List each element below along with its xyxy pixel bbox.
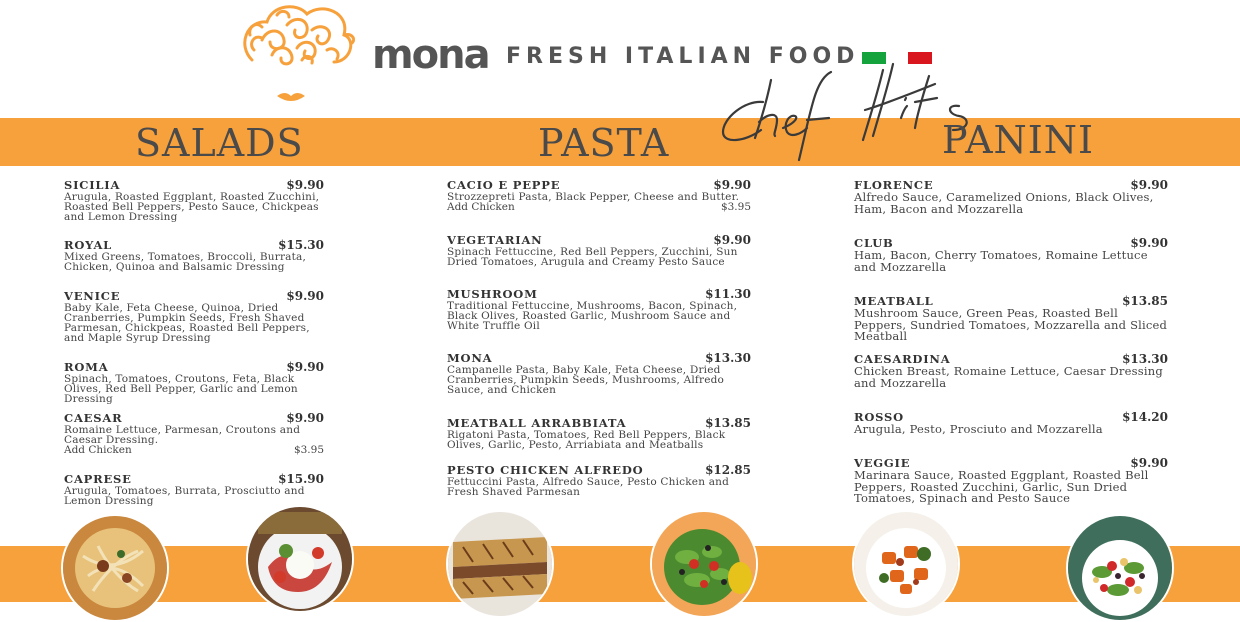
item-price: $9.90 (1130, 236, 1168, 250)
item-name: CAPRESE (64, 472, 132, 486)
section-title-pasta: PASTA (538, 121, 670, 165)
item-name: PESTO CHICKEN ALFREDO (447, 463, 644, 477)
item-name: CACIO E PEPPE (447, 178, 561, 192)
item-price: $9.90 (286, 360, 324, 374)
item-description: Fettuccini Pasta, Alfredo Sauce, Pesto Chicken and Fresh Shaved Parmesan (447, 476, 730, 498)
menu-item-cacio-e-peppe (447, 178, 751, 233)
menu-item-florence (854, 178, 1168, 236)
item-price: $9.90 (286, 411, 324, 425)
item-description: Campanelle Pasta, Baby Kale, Feta Cheese, Dried Cranberries, Pumpkin Seeds, Mushrooms, Alfredo Sauce, and Chicken (447, 364, 725, 396)
item-price: $14.20 (1122, 410, 1168, 424)
item-description: Traditional Fettuccine, Mushrooms, Bacon, Spinach, Black Olives, Roasted Garlic, Mushroom Sauce and White Truffle Oil (447, 300, 738, 332)
bottom-orange-band (0, 546, 1240, 602)
menu-item-royal (64, 238, 324, 289)
item-description: Spinach, Tomatoes, Croutons, Feta, Black Olives, Red Bell Pepper, Garlic and Lemon Dressing (64, 373, 298, 405)
greek-salad-photo-icon (1066, 514, 1174, 622)
menu-item-mushroom (447, 287, 751, 351)
item-name: ROYAL (64, 238, 113, 252)
pasta-photo-icon (61, 514, 169, 622)
logo-face-icon (232, 0, 357, 108)
section-title-salads: SALADS (135, 121, 304, 165)
item-name: FLORENCE (854, 178, 934, 192)
item-name: CLUB (854, 236, 894, 250)
item-description: Alfredo Sauce, Caramelized Onions, Black Olives, Ham, Bacon and Mozzarella (854, 190, 1154, 216)
menu-item-venice (64, 289, 324, 360)
item-description: Rigatoni Pasta, Tomatoes, Red Bell Peppers, Black Olives, Garlic, Pesto, Arriabiata and Meatballs (447, 429, 726, 451)
item-price: $9.90 (713, 233, 751, 247)
item-price: $13.30 (1122, 352, 1168, 366)
menu-item-roma (64, 360, 324, 411)
item-price: $13.30 (705, 351, 751, 365)
item-price: $11.30 (705, 287, 751, 301)
item-price: $15.30 (278, 238, 324, 252)
item-description: Baby Kale, Feta Cheese, Quinoa, Dried Cranberries, Pumpkin Seeds, Fresh Shaved Parmesan, Chickpeas, Roasted Bell Peppers, and Maple Syrup Dressing (64, 302, 310, 344)
item-name: CAESAR (64, 411, 123, 425)
item-name: MONA (447, 351, 493, 365)
item-price: $9.90 (1130, 178, 1168, 192)
item-price: $12.85 (705, 463, 751, 477)
menu-item-sicilia (64, 178, 324, 238)
item-name: ROMA (64, 360, 109, 374)
menu-item-caesar (64, 411, 324, 472)
roasted-veg-photo-icon (852, 510, 960, 618)
panini-photo-icon (446, 510, 554, 618)
add-on-label: Add Chicken (447, 201, 515, 213)
add-on-label: Add Chicken (64, 444, 132, 456)
item-price: $13.85 (705, 416, 751, 430)
caprese-photo-icon (246, 505, 354, 613)
item-price: $9.90 (1130, 456, 1168, 470)
pasta-column (447, 178, 751, 497)
menu-item-club (854, 236, 1168, 294)
item-name: MEATBALL (854, 294, 934, 308)
add-on-price: $3.95 (720, 201, 751, 213)
menu-item-pesto-chicken-alfredo (447, 463, 751, 497)
item-price: $9.90 (286, 178, 324, 192)
item-description: Chicken Breast, Romaine Lettuce, Caesar Dressing and Mozzarella (854, 364, 1163, 390)
item-name: VEGETARIAN (447, 233, 543, 247)
item-name: SICILIA (64, 178, 121, 192)
menu-item-meatball-arrabbiata (447, 416, 751, 463)
item-description: Strozzepreti Pasta, Black Pepper, Cheese and Butter. (447, 191, 740, 203)
menu-item-mona (447, 351, 751, 416)
item-description: Marinara Sauce, Roasted Eggplant, Roasted Bell Peppers, Roasted Zucchini, Garlic, Sun Dried Tomatoes, Spinach and Pesto Sauce (854, 468, 1149, 505)
menu-item-vegetarian (447, 233, 751, 287)
item-name: CAESARDINA (854, 352, 951, 366)
panini-column (854, 178, 1168, 505)
item-name: MUSHROOM (447, 287, 538, 301)
item-description: Spinach Fettuccine, Red Bell Peppers, Zucchini, Sun Dried Tomatoes, Arugula and Creamy Pesto Sauce (447, 246, 738, 268)
item-description: Mixed Greens, Tomatoes, Broccoli, Burrata, Chicken, Quinoa and Balsamic Dressing (64, 251, 307, 273)
add-on-price: $3.95 (293, 444, 324, 456)
menu-item-caesardina (854, 352, 1168, 410)
salad-photo-icon (650, 510, 758, 618)
item-description: Arugula, Tomatoes, Burrata, Prosciutto and Lemon Dressing (64, 485, 305, 507)
item-price: $13.85 (1122, 294, 1168, 308)
salads-column (64, 178, 324, 506)
brand-tagline: FRESH ITALIAN FOOD (506, 44, 860, 69)
item-name: ROSSO (854, 410, 904, 424)
item-description: Romaine Lettuce, Parmesan, Croutons and Caesar Dressing. (64, 424, 301, 446)
item-description: Mushroom Sauce, Green Peas, Roasted Bell Peppers, Sundried Tomatoes, Mozzarella and Sliced Meatball (854, 306, 1168, 343)
item-description: Ham, Bacon, Cherry Tomatoes, Romaine Lettuce and Mozzarella (854, 248, 1148, 274)
item-name: MEATBALL ARRABBIATA (447, 416, 627, 430)
menu-item-meatball (854, 294, 1168, 352)
item-name: VEGGIE (854, 456, 911, 470)
section-title-panini: PANINI (942, 118, 1095, 162)
item-description: Arugula, Pesto, Prosciuto and Mozzarella (854, 422, 1103, 436)
brand-name: mona (372, 32, 489, 78)
item-name: VENICE (64, 289, 121, 303)
item-price: $9.90 (286, 289, 324, 303)
menu-item-caprese (64, 472, 324, 506)
item-price: $15.90 (278, 472, 324, 486)
item-price: $9.90 (713, 178, 751, 192)
menu-item-rosso (854, 410, 1168, 456)
menu-item-veggie (854, 456, 1168, 505)
item-description: Arugula, Roasted Eggplant, Roasted Zucchini, Roasted Bell Peppers, Pesto Sauce, Chickpeas and Lemon Dressing (64, 191, 320, 223)
